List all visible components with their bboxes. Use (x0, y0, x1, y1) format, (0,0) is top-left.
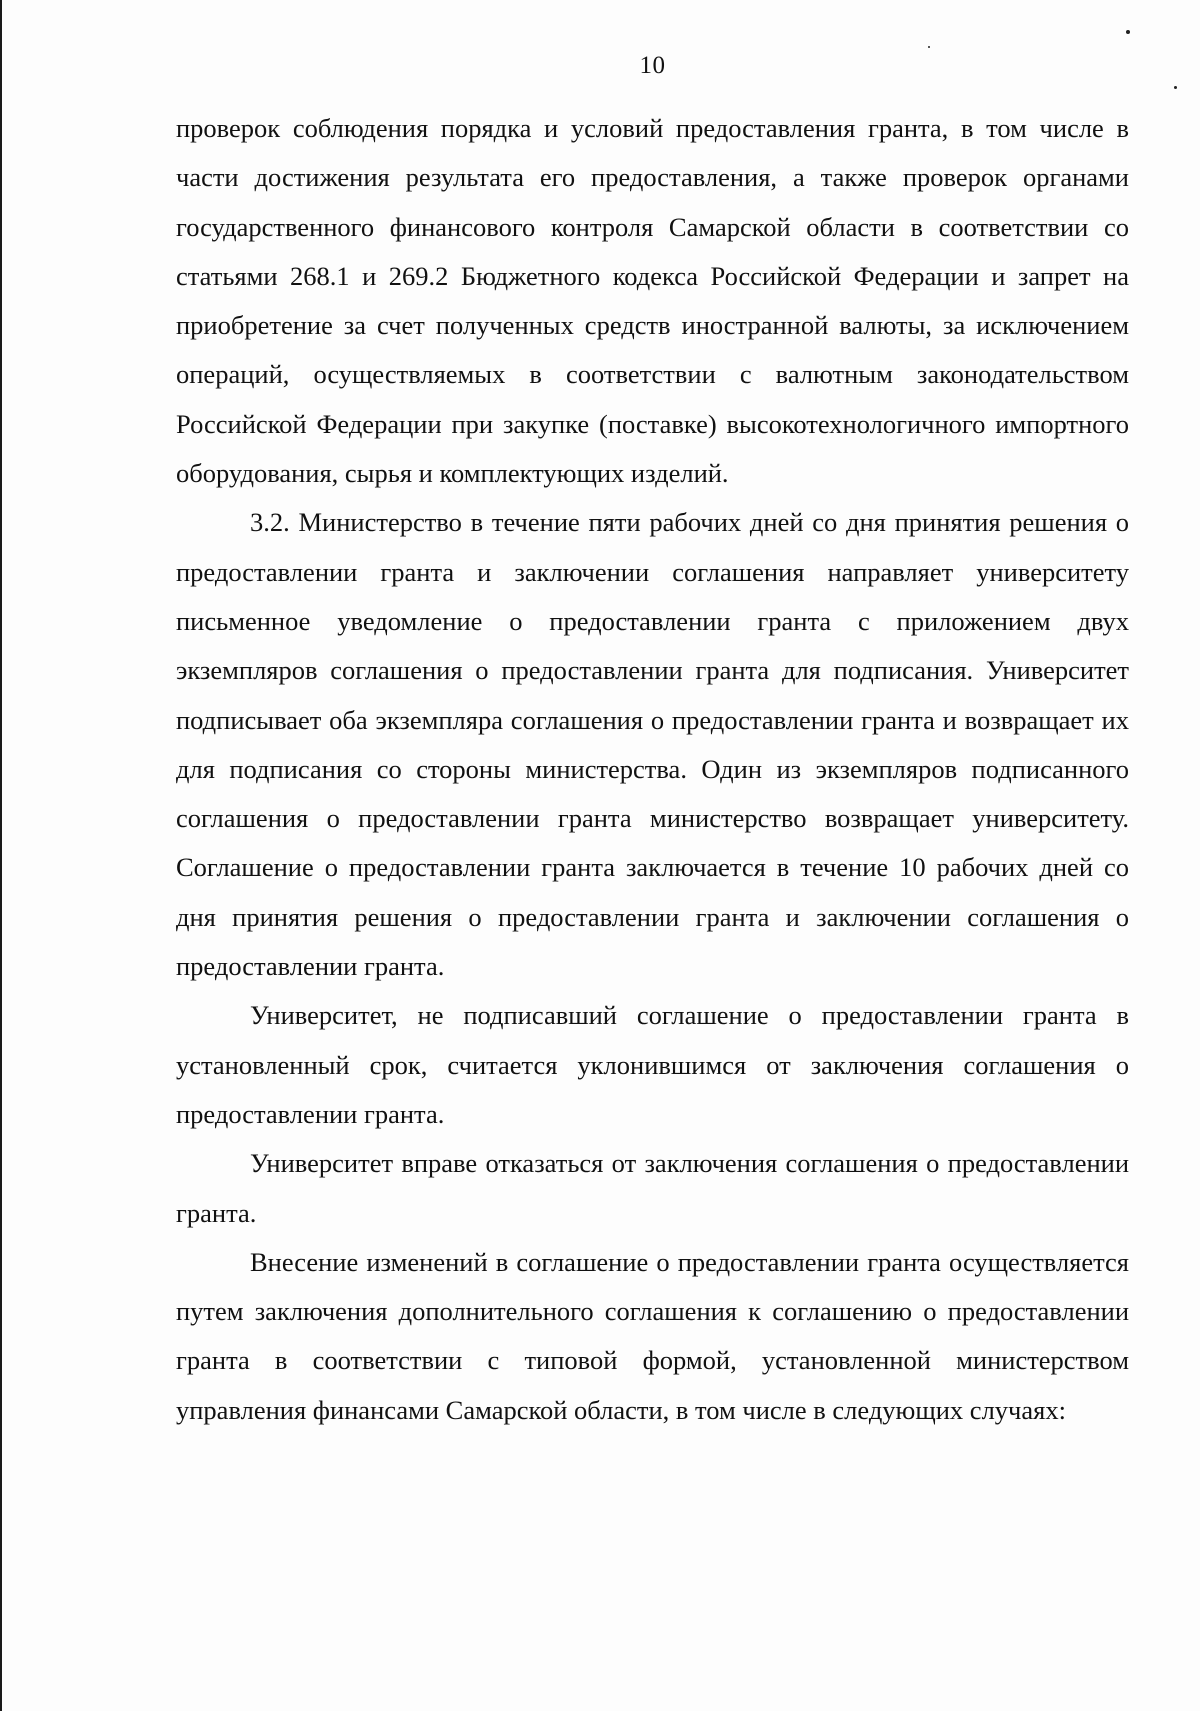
scan-speck (1174, 86, 1177, 89)
paragraph-continuation: проверок соблюдения порядка и условий предоставления гранта, в том числе в части достижения результата его предоставления, а также проверок органами государственного финансового контроля Самарской области в соответствии со статьями 268.1 и 269.2 Бюджетного кодекса Российской Федерации и запрет на приобретение за счет полученных средств иностранной валюты, за исключением операций, осуществляемых в соответствии с валютным законодательством Российской Федерации при закупке (поставке) высокотехнологичного импортного оборудования, сырья и комплектующих изделий. (176, 113, 1129, 489)
paragraph-3-2: 3.2. Министерство в течение пяти рабочих дней со дня принятия решения о предоставлении гранта и заключении соглашения направляет университету письменное уведомление о предоставлении гранта с приложением двух экземпляров соглашения о предоставлении гранта для подписания. Университет подписывает оба экземпляра соглашения о предоставлении гранта и возвращает их для подписания со стороны министерства. Один из экземпляров подписанного соглашения о предоставлении гранта министерство возвращает университету. Соглашение о предоставлении гранта заключается в течение 10 рабочих дней со дня принятия решения о предоставлении гранта и заключении соглашения о предоставлении гранта. (176, 507, 1129, 982)
scan-left-edge (0, 0, 2, 1711)
scan-speck (928, 46, 930, 48)
paragraph-unsigned-agreement: Университет, не подписавший соглашение о предоставлении гранта в установленный срок, считается уклонившимся от заключения соглашения о предоставлении гранта. (176, 1000, 1129, 1129)
paragraph-right-to-refuse: Университет вправе отказаться от заключения соглашения о предоставлении гранта. (176, 1148, 1129, 1228)
paragraph-amendments: Внесение изменений в соглашение о предоставлении гранта осуществляется путем заключения дополнительного соглашения к соглашению о предоставлении гранта в соответствии с типовой формой, установленной министерством управления финансами Самарской области, в том числе в следующих случаях: (176, 1246, 1129, 1425)
page-number: 10 (639, 52, 666, 79)
document-body (176, 104, 1129, 1435)
scan-speck (1126, 30, 1130, 34)
